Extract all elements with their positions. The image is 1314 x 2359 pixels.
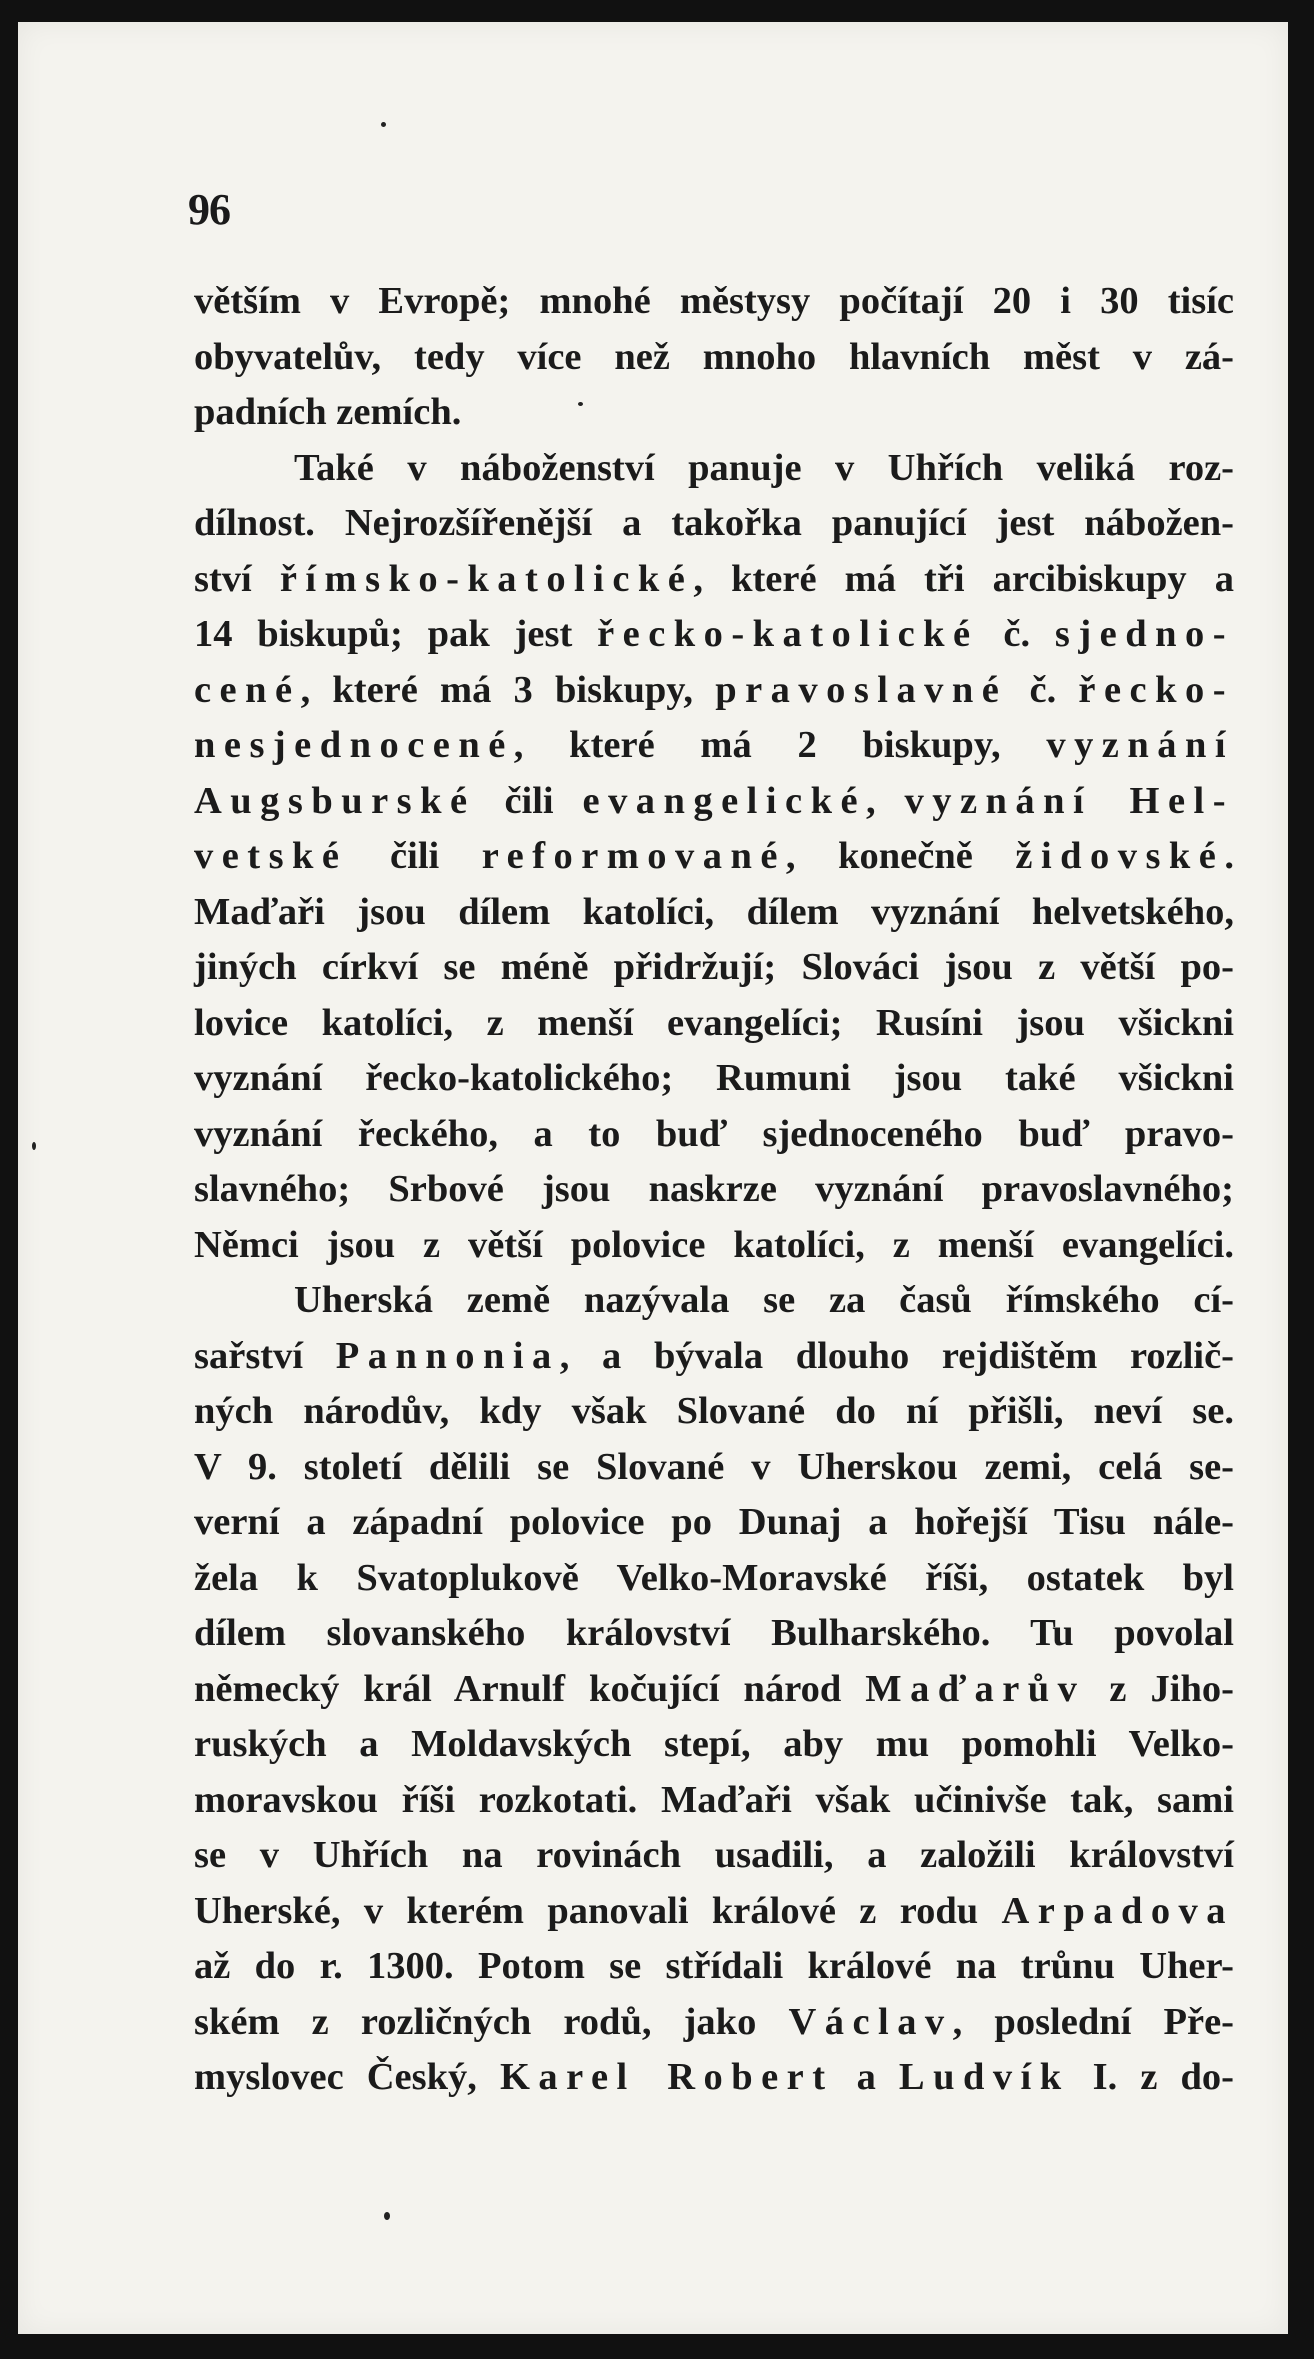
text-line: [194, 718, 1234, 774]
text-run: Uherské, v kterém panovali králové z rodu: [194, 1889, 1002, 1932]
text-run: padních zemích.: [194, 391, 462, 433]
text-line: [194, 496, 1234, 552]
text-run: z Jiho-: [1085, 1667, 1234, 1710]
text-line: [194, 1051, 1234, 1107]
text-line: [194, 1939, 1234, 1995]
text-run: 14 biskupů; pak jest: [194, 613, 598, 655]
emphasized-text: vyznání: [1046, 724, 1234, 766]
text-line: [194, 1828, 1234, 1884]
text-run: ském z rozličných rodů, jako: [194, 2000, 789, 2043]
emphasized-text: židovské: [1015, 835, 1225, 877]
text-run: se v Uhřích na rovinách usadili, a založili království: [194, 1834, 1234, 1876]
text-run: verní a západní polovice po Dunaj a hořejší Tisu nále-: [194, 1501, 1234, 1543]
text-line: [194, 274, 1234, 330]
text-run: , poslední Pře-: [952, 2000, 1234, 2043]
text-line: [194, 829, 1234, 885]
emphasized-text: vetské: [194, 835, 348, 877]
emphasized-text: cené: [194, 668, 301, 711]
text-line: [194, 996, 1234, 1052]
text-run: vyznání řecko-katolického; Rumuni jsou také všickni: [194, 1057, 1234, 1099]
text-line: [194, 885, 1234, 941]
text-run: , a bývala dlouho rejdištěm rozlič-: [559, 1334, 1234, 1377]
text-run: čili: [347, 835, 482, 877]
text-line: [194, 940, 1234, 996]
text-run: německý král Arnulf kočující národ: [194, 1667, 866, 1710]
emphasized-text: Ludvík: [898, 2056, 1070, 2098]
text-run: , které má 2 biskupy,: [513, 724, 1047, 766]
text-line: [194, 1218, 1234, 1274]
text-line: [194, 774, 1234, 830]
emphasized-text: řecko-: [1078, 668, 1234, 711]
text-run: Maďaři jsou dílem katolíci, dílem vyznání helvetského,: [194, 890, 1234, 933]
text-run: ruských a Moldavských stepí, aby mu pomohli Velko-: [194, 1723, 1234, 1765]
text-line: [194, 1995, 1234, 2051]
text-run: č.: [978, 613, 1055, 655]
text-line: [194, 1773, 1234, 1829]
text-line: [194, 1495, 1234, 1551]
body-text: [194, 274, 1234, 2106]
page-number: 96: [188, 185, 230, 234]
text-run: lovice katolíci, z menší evangelíci; Rusíni jsou všickni: [194, 1001, 1234, 1044]
scan-speck: [384, 2212, 390, 2220]
text-run: Uherská země nazývala se za časů římského cí-: [294, 1279, 1234, 1321]
text-run: vyznání řeckého, a to buď sjednoceného buď pravo-: [194, 1112, 1234, 1155]
text-line: [194, 1662, 1234, 1718]
text-line: [194, 1384, 1234, 1440]
emphasized-text: pravoslavné: [715, 668, 1008, 711]
text-line: [194, 1329, 1234, 1385]
text-run: čili: [475, 779, 583, 822]
text-run: .: [1224, 835, 1234, 877]
emphasized-text: Karel Robert: [499, 2056, 834, 2098]
text-run: , které má 3 biskupy,: [300, 668, 716, 711]
emphasized-text: řecko-katolické: [597, 613, 979, 655]
text-line: [194, 385, 1234, 441]
emphasized-text: reformované: [481, 835, 786, 877]
book-page: [18, 22, 1288, 2334]
text-run: moravskou říši rozkotati. Maďaři však učinivše tak, sami: [194, 1778, 1234, 1821]
text-line: [194, 1107, 1234, 1163]
text-run: až do r. 1300. Potom se střídali králové na trůnu Uher-: [194, 1945, 1234, 1987]
text-run: myslovec Český,: [194, 2056, 500, 2098]
text-line: [194, 607, 1234, 663]
text-line: [194, 1717, 1234, 1773]
text-run: č.: [1007, 668, 1079, 711]
scan-speck: [381, 122, 386, 127]
text-line: [194, 552, 1234, 608]
text-run: Němci jsou z větší polovice katolíci, z menší evangelíci.: [194, 1223, 1234, 1266]
text-run: V 9. století dělili se Slované v Uherskou zemi, celá se-: [194, 1445, 1234, 1488]
text-line: [194, 1440, 1234, 1496]
emphasized-text: Pannonia: [335, 1334, 560, 1377]
text-line: [194, 1606, 1234, 1662]
text-run: žela k Svatoplukově Velko-Moravské říši, ostatek byl: [194, 1556, 1234, 1599]
text-run: jiných církví se méně přidržují; Slováci jsou z větší po-: [194, 946, 1234, 988]
text-line: [194, 2050, 1234, 2106]
text-run: obyvatelův, tedy více než mnoho hlavních měst v zá-: [194, 335, 1234, 378]
emphasized-text: evangelické: [582, 779, 867, 822]
text-run: dílem slovanského království Bulharského. Tu povolal: [194, 1612, 1234, 1654]
text-line: [194, 1551, 1234, 1607]
text-run: Také v náboženství panuje v Uhřích veliká roz-: [294, 446, 1234, 489]
emphasized-text: Maďarův: [865, 1667, 1086, 1710]
emphasized-text: Augsburské: [194, 779, 476, 822]
text-run: ných národův, kdy však Slované do ní přišli, neví se.: [194, 1390, 1234, 1432]
emphasized-text: římsko-katolické: [279, 557, 694, 600]
emphasized-text: Arpadova: [1001, 1889, 1234, 1932]
text-run: ství: [194, 557, 280, 600]
text-line: [194, 1162, 1234, 1218]
text-run: , konečně: [785, 835, 1016, 877]
scan-speck: [578, 402, 583, 406]
text-run: ,: [866, 779, 905, 822]
text-run: slavného; Srbové jsou naskrze vyznání pravoslavného;: [194, 1168, 1234, 1210]
text-run: dílnost. Nejrozšířenější a takořka panující jest nábožen-: [194, 502, 1234, 544]
emphasized-text: vyznání Hel-: [904, 779, 1234, 822]
emphasized-text: sjedno-: [1054, 613, 1234, 655]
text-run: I. z do-: [1069, 2056, 1234, 2098]
text-run: větším v Evropě; mnohé městysy počítají 20 i 30 tisíc: [194, 280, 1234, 322]
text-run: , které má tři arcibiskupy a: [693, 557, 1234, 600]
text-run: sařství: [194, 1334, 336, 1377]
emphasized-text: nesjednocené: [194, 724, 514, 766]
emphasized-text: Václav: [788, 2000, 953, 2043]
text-line: [194, 663, 1234, 719]
text-line: [194, 1884, 1234, 1940]
text-line: [194, 1273, 1234, 1329]
text-line: [194, 441, 1234, 497]
text-line: [194, 330, 1234, 386]
scan-speck: [32, 1142, 36, 1150]
text-run: a: [833, 2056, 899, 2098]
